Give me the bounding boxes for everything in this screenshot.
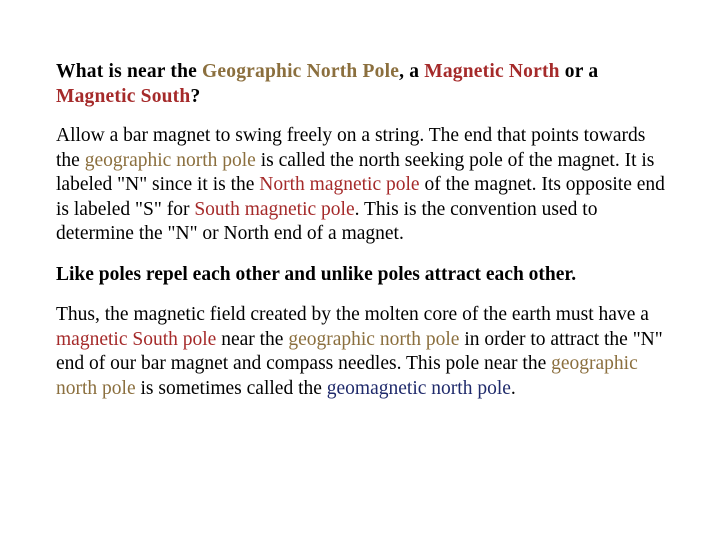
para1-text-4: . This is the convention used to determine the "N" or North end of a magnet. <box>56 198 598 244</box>
para1-text-2: is called the north seeking pole of the magnet. It is labeled "N" since it is the <box>56 149 655 195</box>
heading-text-1: What is near the <box>56 61 203 82</box>
para3-text-1: Thus, the magnetic field created by the molten core of the earth must have a <box>56 304 649 325</box>
paragraph-bar-magnet <box>56 124 670 247</box>
para3-text-3: in order to attract the "N" end of our bar magnet and compass needles. This pole near the <box>56 328 663 374</box>
poles-rule-statement: Like poles repel each other and unlike poles attract each other. <box>56 263 577 285</box>
geographic-north-pole-term: Geographic North Pole <box>202 61 400 82</box>
magnetic-south-pole-term: magnetic South pole <box>56 328 217 350</box>
north-magnetic-pole-term: North magnetic pole <box>259 174 420 195</box>
magnetic-south-term: Magnetic South <box>56 85 191 107</box>
heading-text-2: , a <box>399 61 425 82</box>
geographic-north-pole-term: geographic north pole <box>56 353 638 399</box>
paragraph-earth-field <box>56 303 670 401</box>
para1-text-3: of the magnet. Its opposite end is labeled "S" for <box>56 174 665 220</box>
slide-heading <box>56 60 670 109</box>
para3-text-4: is sometimes called the <box>135 377 327 399</box>
heading-text-4: ? <box>190 85 201 107</box>
geographic-north-pole-term: geographic north pole <box>288 328 460 350</box>
south-magnetic-pole-term: South magnetic pole <box>194 198 355 220</box>
geographic-north-pole-term: geographic north pole <box>84 149 256 171</box>
para1-text-1: Allow a bar magnet to swing freely on a string. The end that points towards the <box>56 125 646 171</box>
heading-text-3: or a <box>559 61 599 82</box>
magnetic-north-term: Magnetic North <box>424 61 560 82</box>
para3-text-5: . <box>510 377 516 399</box>
para3-text-2: near the <box>216 328 289 350</box>
geomagnetic-north-pole-term: geomagnetic north pole <box>326 377 511 399</box>
